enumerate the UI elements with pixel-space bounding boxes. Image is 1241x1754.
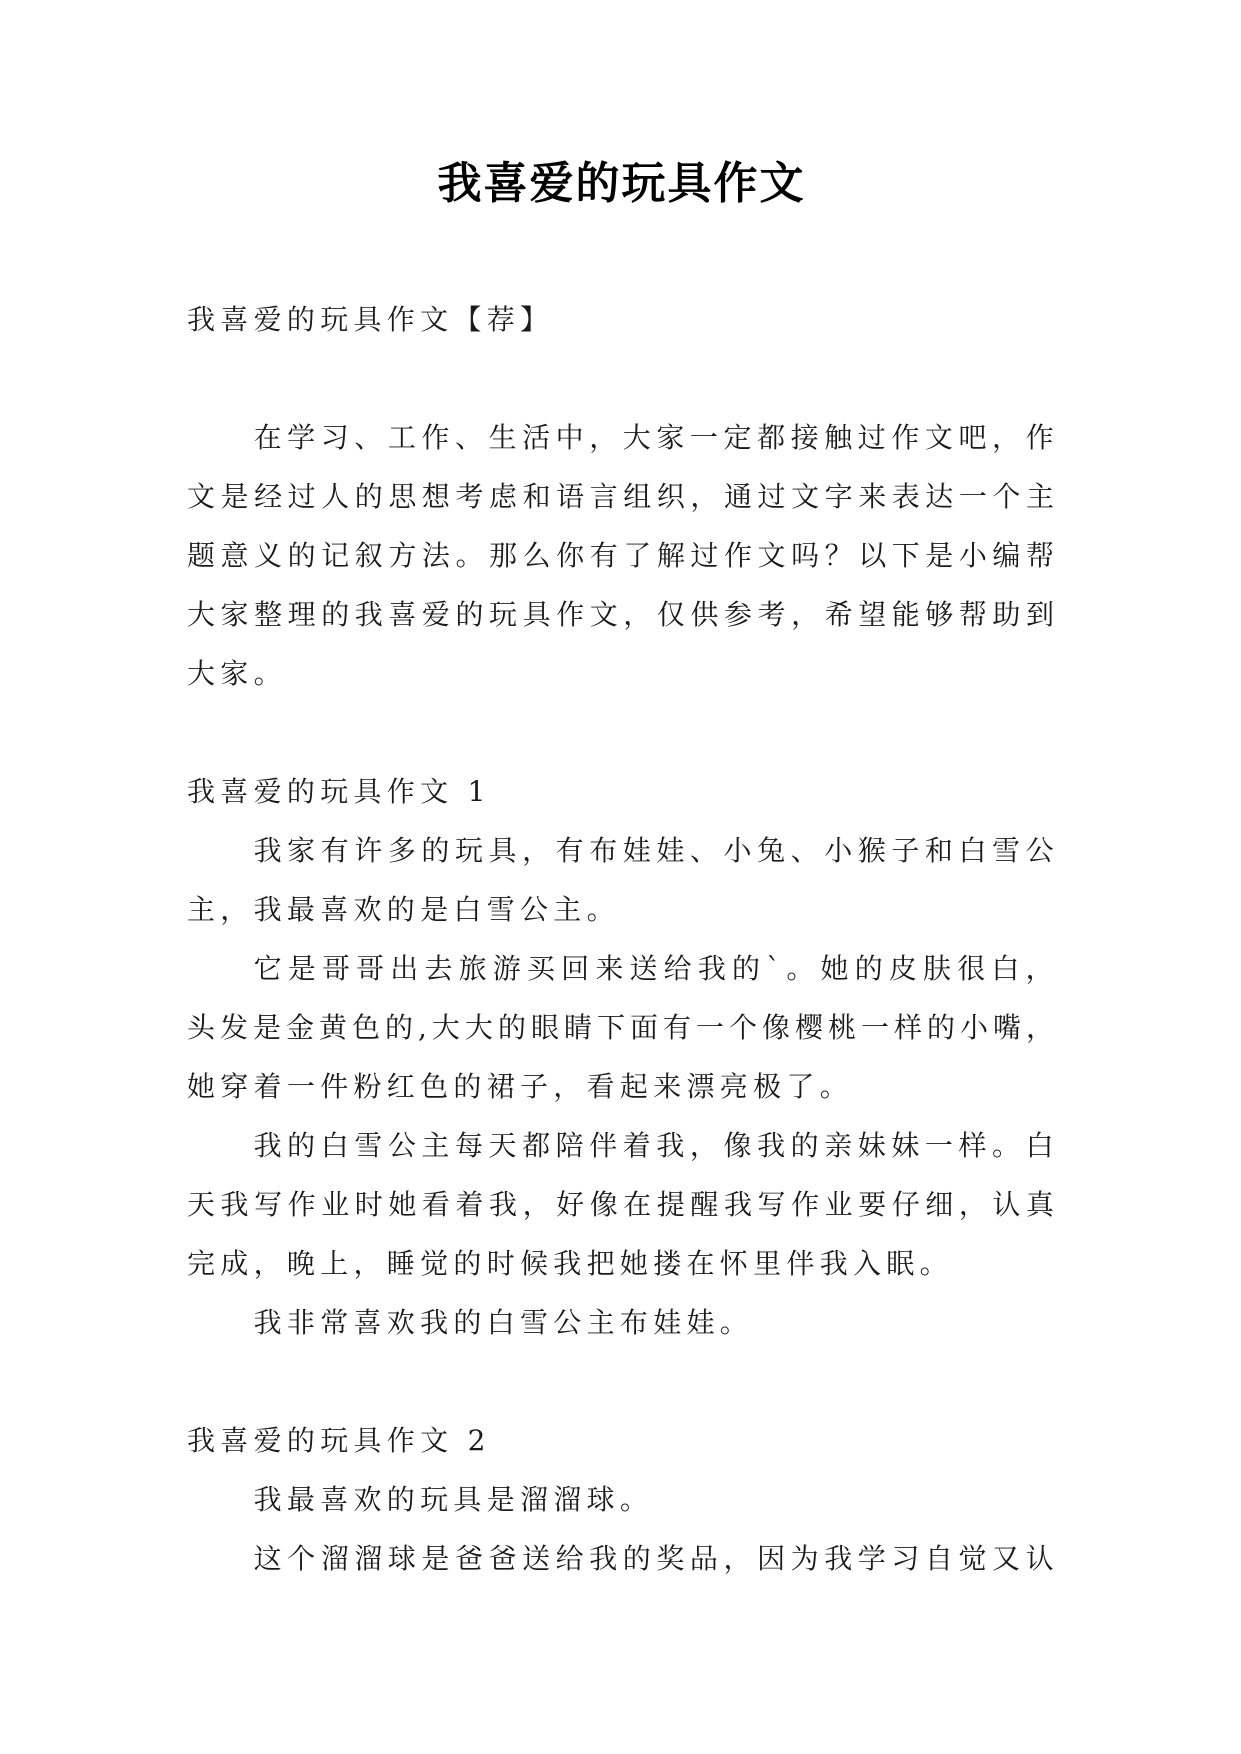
paragraph-line: 她穿着一件粉红色的裙子，看起来漂亮极了。: [187, 1070, 854, 1103]
essay-section-1: [187, 762, 1060, 1352]
paragraph-line: 我非常喜欢我的白雪公主布娃娃。: [253, 1306, 754, 1339]
paragraph-line: 我的白雪公主每天都陪伴着我，像我的亲妹妹一样。白: [253, 1129, 1060, 1162]
intro-line: 文是经过人的思想考虑和语言组织，通过文字来表达一个主: [187, 480, 1060, 513]
section-heading: 我喜爱的玩具作文 2: [187, 1424, 491, 1457]
paragraph: [187, 821, 1060, 939]
paragraph: [187, 1470, 1054, 1529]
intro-line: 大家整理的我喜爱的玩具作文，仅供参考，希望能够帮助到: [187, 598, 1060, 631]
paragraph-line: 我家有许多的玩具，有布娃娃、小兔、小猴子和白雪公: [253, 834, 1060, 867]
intro-paragraph: [187, 408, 1060, 703]
paragraph: [187, 1116, 1060, 1293]
document-subtitle: 我喜爱的玩具作文【荐】: [187, 303, 554, 336]
paragraph-line: 头发是金黄色的,大大的眼睛下面有一个像樱桃一样的小嘴，: [187, 1011, 1060, 1044]
paragraph-line: 天我写作业时她看着我，好像在提醒我写作业要仔细，认真: [187, 1188, 1060, 1221]
intro-line: 在学习、工作、生活中，大家一定都接触过作文吧，作: [253, 421, 1060, 454]
paragraph-line: 我最喜欢的玩具是溜溜球。: [253, 1483, 654, 1516]
blank-line: [187, 1352, 1054, 1411]
section-heading: 我喜爱的玩具作文 1: [187, 775, 491, 808]
essay-section-2: [187, 1411, 1060, 1588]
paragraph-line: 这个溜溜球是爸爸送给我的奖品，因为我学习自觉又认: [253, 1542, 1060, 1575]
paragraph: [187, 939, 1060, 1116]
intro-line: 题意义的记叙方法。那么你有了解过作文吗？以下是小编帮: [187, 539, 1060, 572]
paragraph: [187, 1529, 1060, 1588]
paragraph-line: 它是哥哥出去旅游买回来送给我的`。她的皮肤很白，: [253, 952, 1060, 985]
blank-line: [187, 703, 1054, 762]
document-title: 我喜爱的玩具作文: [437, 158, 806, 209]
paragraph-line: 主，我最喜欢的是白雪公主。: [187, 893, 620, 926]
document-body: [187, 290, 1060, 1588]
intro-line: 大家。: [187, 657, 287, 690]
blank-line: [187, 349, 1054, 408]
paragraph-line: 完成，晚上，睡觉的时候我把她搂在怀里伴我入眠。: [187, 1247, 953, 1280]
paragraph: [187, 1293, 1054, 1352]
